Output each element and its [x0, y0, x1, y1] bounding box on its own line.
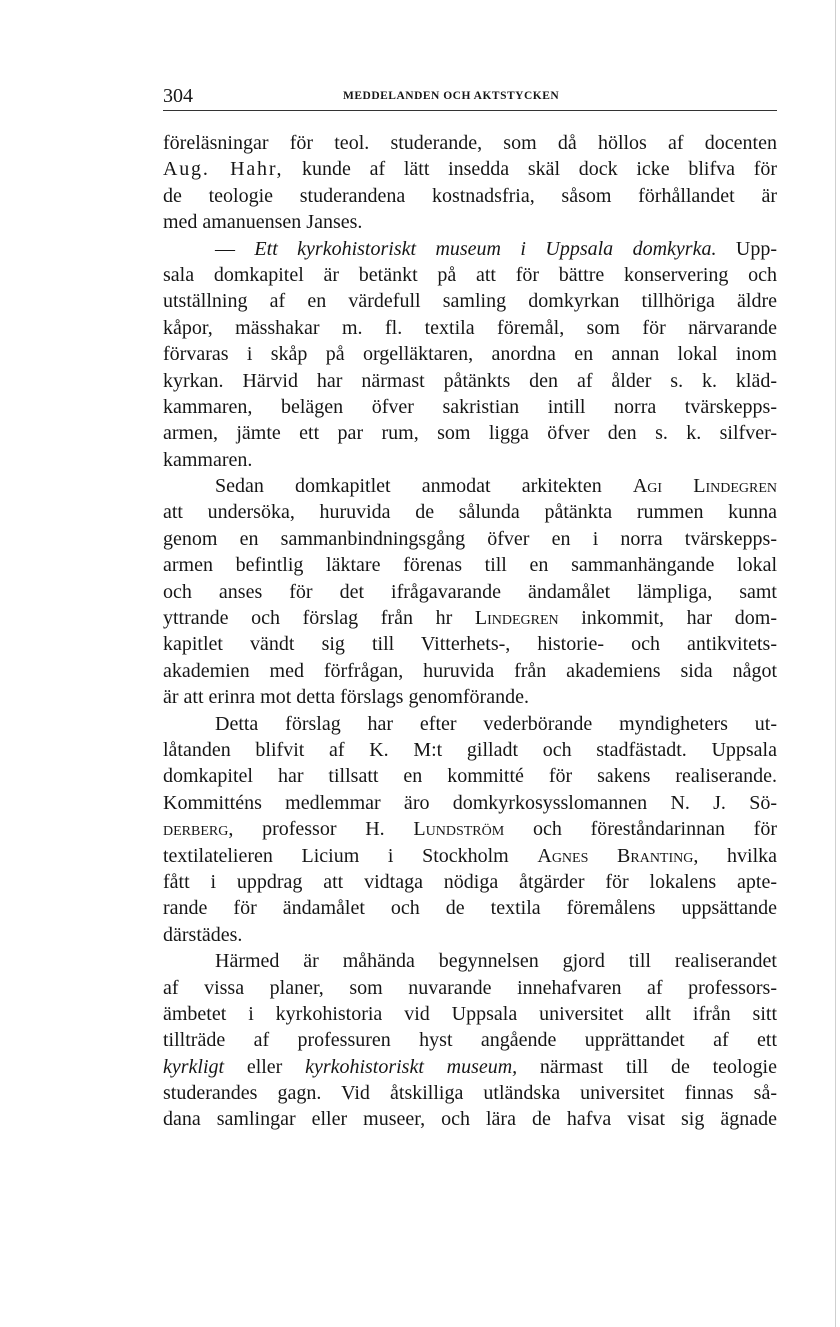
- line-text: rande för ändamålet och de textila föremålens uppsättande: [163, 897, 777, 920]
- line-text: yttrande och förslag från hr: [163, 607, 475, 630]
- line-text: kammaren.: [163, 448, 253, 471]
- text-line: [163, 447, 777, 473]
- text-line: [163, 975, 777, 1001]
- line-text: akademien med förfrågan, huruvida från akademiens sida något: [163, 659, 777, 682]
- text-line: [163, 262, 777, 288]
- person-name: Lindegren: [474, 607, 559, 630]
- text-line: [163, 552, 777, 578]
- person-name: derberg: [163, 818, 229, 841]
- text-line: [163, 236, 777, 262]
- line-text: och anses för det ifrågavarande ändamålet lämpliga, samt: [163, 580, 777, 603]
- text-line: [163, 341, 777, 367]
- text-line: [163, 790, 777, 816]
- line-text: att undersöka, huruvida de sålunda påtänkta rummen kunna: [163, 501, 777, 524]
- text-line: [163, 526, 777, 552]
- text-line: [163, 473, 777, 499]
- text-line: [163, 420, 777, 446]
- line-text: genom en sammanbindningsgång öfver en i norra tvärskepps-: [163, 527, 777, 550]
- text-line: [163, 658, 777, 684]
- line-text: fått i uppdrag att vidtaga nödiga åtgärder för lokalens apte-: [163, 870, 777, 893]
- section-heading: Ett kyrkohistoriskt museum i Uppsala domkyrka.: [254, 237, 717, 260]
- paragraph-1: [163, 130, 777, 236]
- text-line: [163, 288, 777, 314]
- line-text: Detta förslag har efter vederbörande myndigheters ut-: [215, 712, 777, 735]
- text-line: [163, 394, 777, 420]
- paragraph-2: [163, 236, 777, 474]
- line-text: kyrkan. Härvid har närmast påtänkts den af ålder s. k. kläd-: [163, 369, 777, 392]
- line-text: förvaras i skåp på orgelläktaren, anordna en annan lokal inom: [163, 343, 777, 366]
- paragraph-5: [163, 948, 777, 1133]
- running-title: MEDDELANDEN OCH AKTSTYCKEN: [343, 90, 560, 102]
- text-line: [163, 922, 777, 948]
- text-line: [163, 1054, 777, 1080]
- paragraph-3: [163, 473, 777, 711]
- text-line: [163, 368, 777, 394]
- person-name: Agi Lindegren: [632, 475, 777, 498]
- line-text: Härmed är måhända begynnelsen gjord till realiserandet: [215, 950, 777, 973]
- line-text: af vissa planer, som nuvarande innehafvaren af professors-: [163, 976, 777, 999]
- line-text: med amanuensen Janses.: [163, 211, 363, 234]
- text-line: [163, 843, 777, 869]
- line-text: textilatelieren Licium i Stockholm: [163, 844, 538, 867]
- line-text: kunde af lätt insedda skäl dock icke blifva för: [283, 158, 778, 181]
- text-line: [163, 763, 777, 789]
- line-text: ämbetet i kyrkohistoria vid Uppsala universitet allt ifrån sitt: [163, 1002, 777, 1025]
- line-text: kåpor, mässhakar m. fl. textila föremål, som för närvarande: [163, 316, 777, 339]
- text-line: [163, 183, 777, 209]
- line-text: eller: [224, 1055, 306, 1078]
- line-text: närmast till de teologie: [517, 1055, 777, 1078]
- italic-term: kyrkligt: [163, 1055, 225, 1078]
- line-text: domkapitel har tillsatt en kommitté för sakens realiserande.: [163, 765, 777, 788]
- line-text: , hvilka: [693, 844, 777, 867]
- line-text: Sedan domkapitlet anmodat arkitekten: [215, 475, 633, 498]
- text-line: [163, 1001, 777, 1027]
- em-dash: —: [215, 237, 255, 260]
- person-name: Lundström: [413, 818, 505, 841]
- paragraph-4: [163, 711, 777, 949]
- line-text: Upp-: [716, 237, 777, 260]
- text-line: [163, 816, 777, 842]
- body-text: [163, 130, 777, 1133]
- text-line: [163, 737, 777, 763]
- spaced-name: Aug. Hahr,: [163, 158, 284, 181]
- text-line: [163, 605, 777, 631]
- line-text: låtanden blifvit af K. M:t gilladt och stadfästadt. Uppsala: [163, 738, 777, 761]
- line-text: Kommitténs medlemmar äro domkyrkosysslomannen N. J.: [163, 791, 750, 814]
- line-text: därstädes.: [163, 923, 243, 946]
- text-line: [163, 895, 777, 921]
- page-edge-line: [835, 0, 836, 1327]
- text-line: [163, 1027, 777, 1053]
- text-line: [163, 130, 777, 156]
- line-text: dana samlingar eller museer, och lära de hafva visat sig ägnade: [163, 1108, 777, 1131]
- text-line: [163, 315, 777, 341]
- text-line: [163, 1106, 777, 1132]
- line-text: studerandes gagn. Vid åtskilliga utländska universitet finnas så-: [163, 1082, 777, 1105]
- line-text: , professor H.: [228, 818, 414, 841]
- line-text: sala domkapitel är betänkt på att för bättre konservering och: [163, 263, 777, 286]
- text-line: [163, 684, 777, 710]
- text-line: [163, 631, 777, 657]
- line-text: de teologie studerandena kostnadsfria, såsom förhållandet är: [163, 184, 777, 207]
- text-line: [163, 711, 777, 737]
- line-text: kammaren, belägen öfver sakristian intill norra tvärskepps-: [163, 395, 777, 418]
- page-number: 304: [163, 85, 193, 107]
- italic-term: kyrkohistoriskt museum,: [305, 1055, 518, 1078]
- line-text: kapitlet vändt sig till Vitterhets-, historie- och antikvitets-: [163, 633, 777, 656]
- line-text: tillträde af professuren hyst angående upprättandet af ett: [163, 1029, 777, 1052]
- text-line: [163, 499, 777, 525]
- line-text: armen befintlig läktare förenas till en sammanhängande lokal: [163, 554, 777, 577]
- text-line: [163, 1080, 777, 1106]
- page-header: [163, 84, 777, 108]
- line-text: armen, jämte ett par rum, som ligga öfver den s. k. silfver-: [163, 422, 777, 445]
- header-rule: [163, 110, 777, 111]
- text-line: [163, 209, 777, 235]
- text-line: [163, 156, 777, 182]
- line-text: är att erinra mot detta förslags genomförande.: [163, 686, 529, 709]
- line-text: och föreståndarinnan för: [504, 818, 778, 841]
- line-text: utställning af en värdefull samling domkyrkan tillhöriga äldre: [163, 290, 777, 313]
- text-line: [163, 948, 777, 974]
- line-text: föreläsningar för teol. studerande, som då höllos af docenten: [163, 132, 777, 154]
- person-name: Agnes Branting: [537, 844, 694, 867]
- text-line: [163, 579, 777, 605]
- text-line: [163, 869, 777, 895]
- person-name: Sö-: [749, 791, 777, 814]
- line-text: inkommit, har dom-: [558, 607, 777, 630]
